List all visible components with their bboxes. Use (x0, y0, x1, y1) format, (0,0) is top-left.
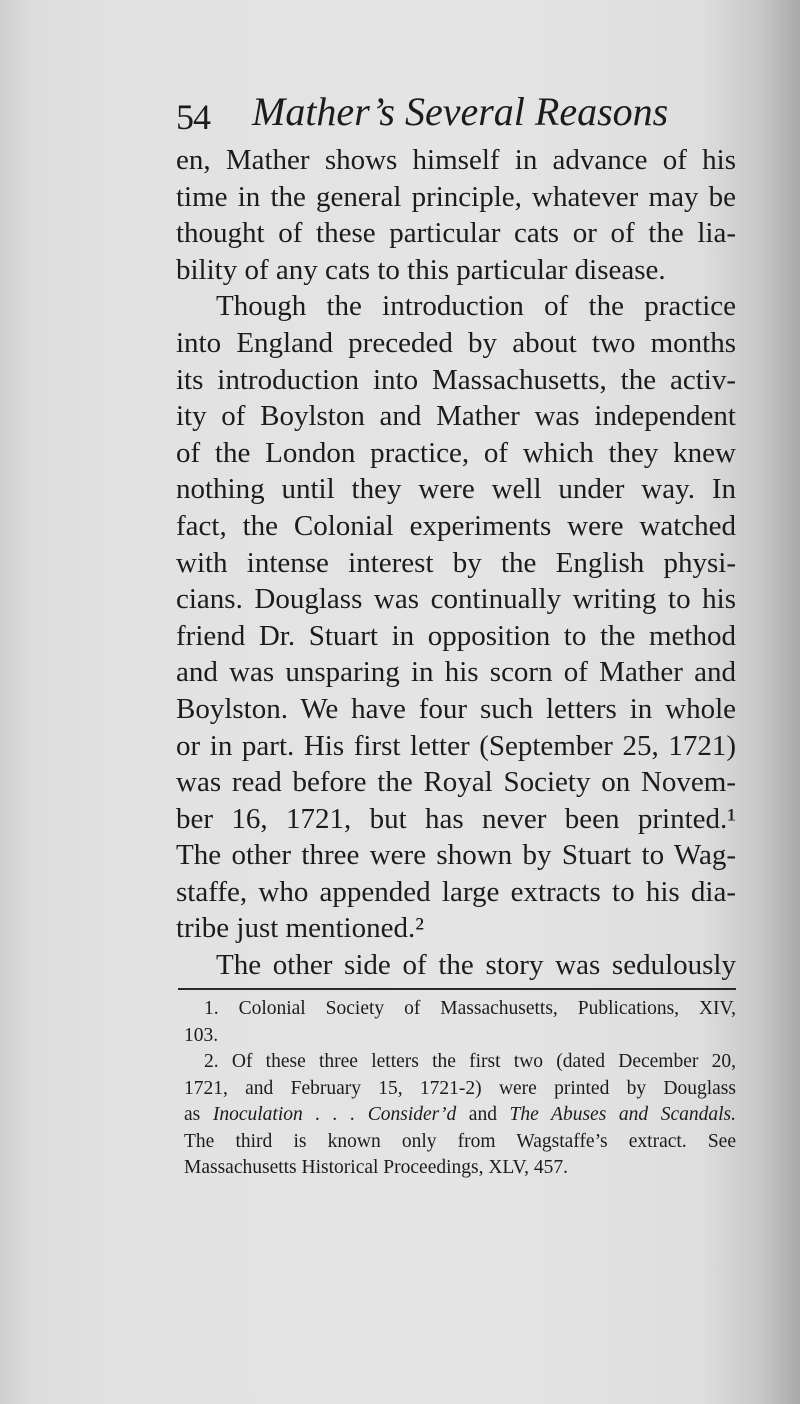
footnote-2-continuation: Massachusetts Historical Proceedings, XLV, 457. (184, 1157, 569, 1178)
text-line: friend Dr. Stuart in opposition to the method (176, 619, 736, 652)
text-line: and was unsparing in his scorn of Mather and (176, 656, 736, 689)
text-line: bility of any cats to this particular disease. (176, 253, 666, 286)
footnote-2: 2. Of these three letters the first two (dated December 20, (204, 1051, 736, 1072)
footnote-text: and (468, 1104, 497, 1125)
work-title-inoculation: Inoculation . . . Consider’d (212, 1104, 457, 1125)
text-line: or in part. His first letter (September 25, 1721) (176, 729, 736, 762)
text-line: cians. Douglass was continually writing to his (176, 583, 736, 616)
footnote-1-continuation: 103. (184, 1024, 219, 1046)
footnote-2-continuation (184, 1102, 736, 1129)
text-line: into England preceded by about two months (176, 326, 736, 359)
body-text (176, 142, 736, 984)
text-line: en, Mather shows himself in advance of his (176, 144, 736, 176)
footnote-2-continuation: 1721, and February 15, 1721-2) were printed by Douglass (184, 1077, 736, 1099)
text-line: time in the general principle, whatever may be (176, 180, 736, 213)
text-line: ity of Boylston and Mather was independent (176, 400, 736, 433)
work-title-abuses: The Abuses and Scandals. (509, 1104, 736, 1125)
paragraph-start-line: The other side of the story was sedulously (216, 949, 736, 982)
text-line: nothing until they were well under way. In (176, 473, 736, 506)
page-number: 54 (176, 97, 210, 137)
text-line: staffe, who appended large extracts to his dia- (176, 875, 736, 908)
text-line: its introduction into Massachusetts, the activ- (176, 363, 736, 396)
text-line: The other three were shown by Stuart to Wag- (176, 839, 736, 872)
footnote-2-continuation: The third is known only from Wagstaffe’s extract. See (184, 1130, 736, 1152)
text-line: fact, the Colonial experiments were watched (176, 509, 736, 542)
text-line: ber 16, 1721, but has never been printed.¹ (176, 802, 736, 835)
text-line: with intense interest by the English physi- (176, 546, 736, 579)
text-line: thought of these particular cats or of the lia- (176, 217, 736, 250)
page-header (176, 84, 736, 140)
text-line: Boylston. We have four such letters in whole (176, 692, 736, 725)
paragraph-start-line: Though the introduction of the practice (216, 290, 736, 323)
text-line: of the London practice, of which they knew (176, 436, 736, 469)
footnote-text: as (184, 1104, 201, 1125)
text-line: was read before the Royal Society on Novem- (176, 766, 736, 799)
footnote-rule (178, 988, 736, 990)
footnote-1: 1. Colonial Society of Massachusetts, Publications, XIV, (204, 998, 736, 1019)
footnotes (184, 996, 736, 1182)
text-line: tribe just mentioned.² (176, 912, 424, 945)
running-title: Mather’s Several Reasons (252, 89, 669, 134)
